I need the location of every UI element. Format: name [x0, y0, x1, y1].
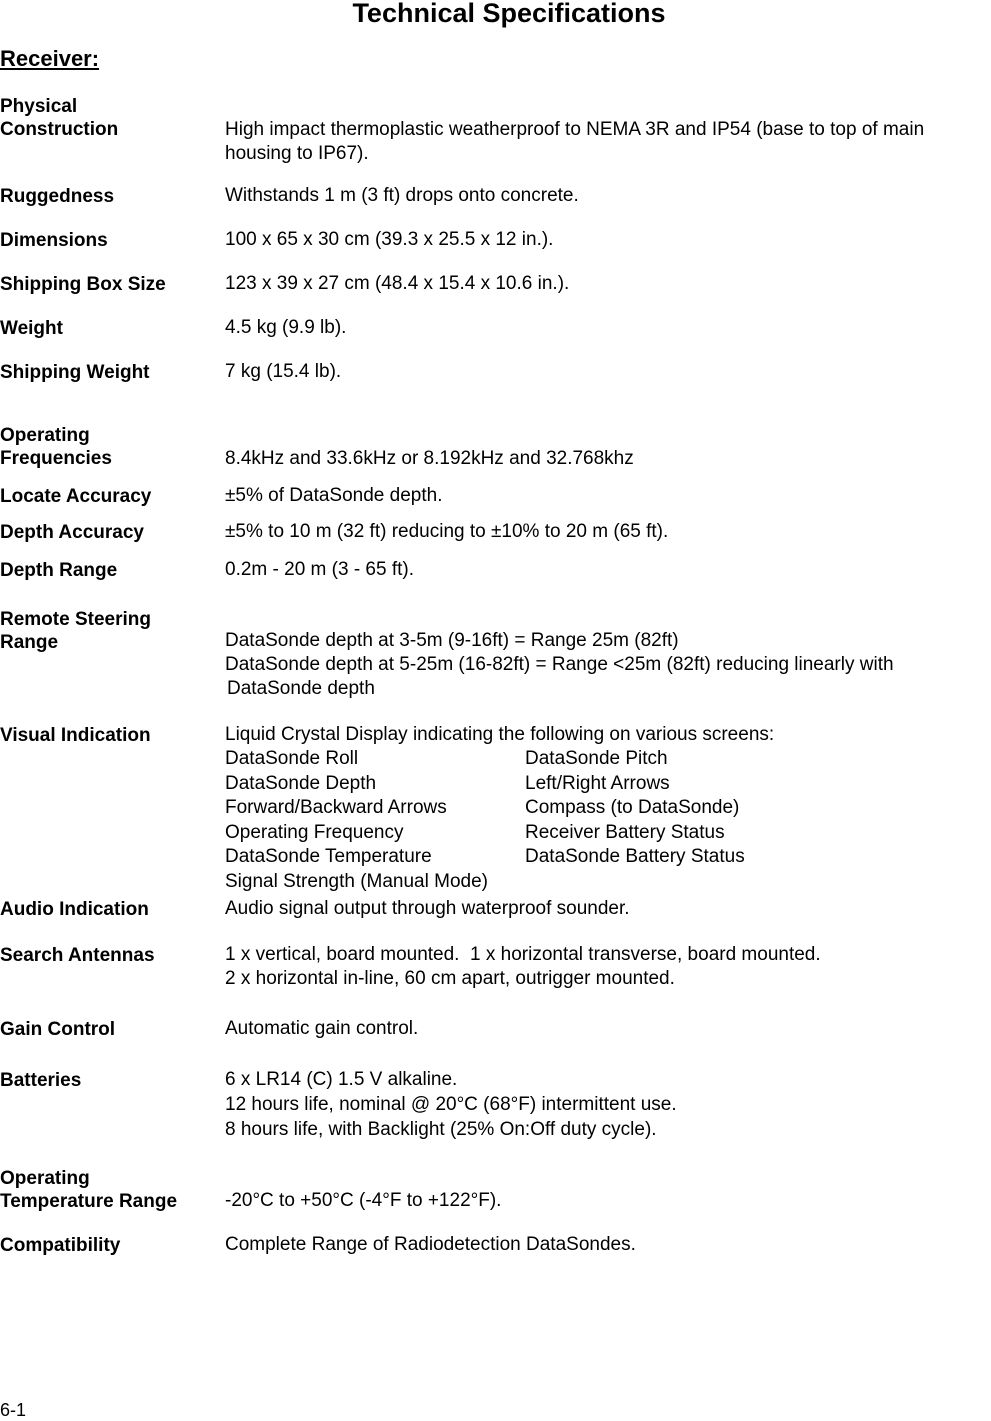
label-remote-steering: Remote Steering: [0, 609, 151, 630]
value-remote-steering-line2: DataSonde depth at 5-25m (16-82ft) = Range <25m (82ft) reducing linearly with: [225, 654, 894, 675]
label-range: Range: [0, 632, 59, 653]
label-frequencies: Frequencies: [0, 448, 112, 469]
label-temperature-range: Temperature Range: [0, 1191, 178, 1212]
value-compatibility: Complete Range of Radiodetection DataSondes.: [225, 1234, 636, 1255]
label-ruggedness: Ruggedness: [0, 186, 115, 207]
label-shipping-box-size: Shipping Box Size: [0, 274, 166, 295]
label-locate-accuracy: Locate Accuracy: [0, 486, 152, 507]
page-title: Technical Specifications: [352, 0, 666, 28]
page-number: 6-1: [0, 1400, 27, 1420]
label-audio-indication: Audio Indication: [0, 899, 149, 920]
visual-item: Operating Frequency: [225, 822, 404, 843]
label-gain-control: Gain Control: [0, 1019, 116, 1040]
visual-item: DataSonde Pitch: [525, 748, 668, 769]
value-remote-steering-line1: DataSonde depth at 3-5m (9-16ft) = Range 25m (82ft): [225, 630, 679, 651]
value-batteries-line1: 6 x LR14 (C) 1.5 V alkaline.: [225, 1069, 458, 1090]
label-depth-accuracy: Depth Accuracy: [0, 522, 144, 543]
value-depth-accuracy: ±5% to 10 m (32 ft) reducing to ±10% to 20 m (65 ft).: [225, 521, 669, 542]
label-search-antennas: Search Antennas: [0, 945, 155, 966]
value-batteries-line2: 12 hours life, nominal @ 20°C (68°F) intermittent use.: [225, 1094, 677, 1115]
value-batteries-line3: 8 hours life, with Backlight (25% On:Off duty cycle).: [225, 1119, 657, 1140]
visual-item: DataSonde Depth: [225, 773, 377, 794]
visual-item: Compass (to DataSonde): [525, 797, 740, 818]
value-audio-indication: Audio signal output through waterproof sounder.: [225, 898, 630, 919]
value-depth-range: 0.2m - 20 m (3 - 65 ft).: [225, 559, 414, 580]
label-depth-range: Depth Range: [0, 560, 118, 581]
value-operating-frequencies: 8.4kHz and 33.6kHz or 8.192kHz and 32.768khz: [225, 448, 634, 469]
label-compatibility: Compatibility: [0, 1235, 121, 1256]
value-construction-line1: High impact thermoplastic weatherproof to NEMA 3R and IP54 (base to top of main: [225, 119, 925, 140]
visual-item: Forward/Backward Arrows: [225, 797, 447, 818]
value-operating-temperature-range: -20°C to +50°C (-4°F to +122°F).: [225, 1190, 502, 1211]
value-construction-line2: housing to IP67).: [225, 143, 369, 164]
label-operating: Operating: [0, 425, 90, 446]
value-search-antennas-line1: 1 x vertical, board mounted. 1 x horizontal transverse, board mounted.: [225, 944, 821, 965]
value-ruggedness: Withstands 1 m (3 ft) drops onto concrete.: [225, 185, 579, 206]
label-construction: Construction: [0, 119, 119, 140]
label-shipping-weight: Shipping Weight: [0, 362, 150, 383]
value-gain-control: Automatic gain control.: [225, 1018, 419, 1039]
label-physical: Physical: [0, 96, 78, 117]
value-remote-steering-line3: DataSonde depth: [227, 678, 375, 699]
value-locate-accuracy: ±5% of DataSonde depth.: [225, 485, 443, 506]
value-search-antennas-line2: 2 x horizontal in-line, 60 cm apart, outrigger mounted.: [225, 968, 675, 989]
visual-item: Left/Right Arrows: [525, 773, 670, 794]
value-dimensions: 100 x 65 x 30 cm (39.3 x 25.5 x 12 in.).: [225, 229, 554, 250]
visual-item: Signal Strength (Manual Mode): [225, 871, 488, 892]
value-shipping-box-size: 123 x 39 x 27 cm (48.4 x 15.4 x 10.6 in.).: [225, 273, 570, 294]
visual-item: DataSonde Battery Status: [525, 846, 745, 867]
value-weight: 4.5 kg (9.9 lb).: [225, 317, 347, 338]
label-visual-indication: Visual Indication: [0, 725, 151, 746]
label-weight: Weight: [0, 318, 63, 339]
section-heading-receiver: Receiver:: [0, 46, 100, 71]
visual-item: DataSonde Roll: [225, 748, 359, 769]
label-dimensions: Dimensions: [0, 230, 108, 251]
label-operating-2: Operating: [0, 1168, 90, 1189]
visual-item: DataSonde Temperature: [225, 846, 432, 867]
value-visual-intro: Liquid Crystal Display indicating the following on various screens:: [225, 724, 775, 745]
label-batteries: Batteries: [0, 1070, 82, 1091]
visual-item: Receiver Battery Status: [525, 822, 725, 843]
value-shipping-weight: 7 kg (15.4 lb).: [225, 361, 342, 382]
